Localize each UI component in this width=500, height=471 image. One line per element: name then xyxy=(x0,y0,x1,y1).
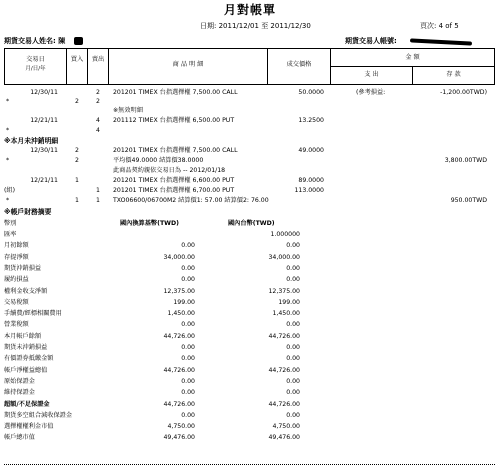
col-border-buy xyxy=(87,48,88,85)
summary-col-twd: 國內台幣(TWD) xyxy=(228,220,275,227)
summary-row-twd: 0.00 xyxy=(286,411,300,419)
row-date: * xyxy=(6,157,10,164)
table-top-border xyxy=(4,48,495,49)
summary-row-twd: 1.000000 xyxy=(270,231,300,238)
section2-title: ※本月未沖銷明細 xyxy=(4,137,59,145)
summary-row-twd-equiv: 0.00 xyxy=(181,321,195,329)
date-to: 2011/12/30 xyxy=(270,22,311,30)
table-row xyxy=(0,158,500,166)
date-label: 日期: xyxy=(200,22,217,30)
summary-row-label: 營業稅額 xyxy=(4,321,29,329)
row-date: * xyxy=(6,98,10,105)
account-number-label: 期貨交易人帳號: xyxy=(345,37,397,45)
summary-row-label: 超額/不足保證金 xyxy=(4,400,50,408)
row-buy: 2 xyxy=(75,157,79,164)
row-sell: 4 xyxy=(96,117,100,124)
col-deposit: 存 款 xyxy=(446,71,461,78)
row-buy: 1 xyxy=(75,197,79,204)
row-date: (組) xyxy=(4,187,16,194)
table-row xyxy=(0,188,500,196)
col-amount: 金 額 xyxy=(405,54,420,61)
summary-row-twd-equiv: 12,375.00 xyxy=(163,287,195,295)
summary-row-twd: 0.00 xyxy=(286,264,300,272)
row-price: 50.0000 xyxy=(298,89,324,96)
summary-row-twd-equiv: 0.00 xyxy=(181,344,195,351)
row-product: 平均價49.0000 結算價38.0000 xyxy=(113,157,204,164)
row-price: 13.2500 xyxy=(298,117,324,124)
redacted-account-mark xyxy=(410,38,472,45)
date-from: 2011/12/01 xyxy=(218,22,259,30)
row-sell: 1 xyxy=(96,197,100,204)
summary-row-twd-equiv: 4,750.00 xyxy=(167,423,195,431)
col-buy: 買入 xyxy=(70,56,84,63)
row-deposit: -1,200.00TWD) xyxy=(440,89,487,96)
row-buy: 2 xyxy=(75,147,79,154)
summary-row-twd-equiv: 0.00 xyxy=(181,242,195,250)
table-row xyxy=(0,178,500,186)
date-to-separator: 至 xyxy=(261,22,269,30)
summary-row-twd: 199.00 xyxy=(278,298,300,306)
col-trade-date-line1: 交易日 xyxy=(26,56,45,63)
summary-row-twd-equiv: 44,726.00 xyxy=(163,366,195,374)
summary-row-twd-equiv: 0.00 xyxy=(181,377,195,385)
summary-row-twd: 44,726.00 xyxy=(268,400,300,408)
redacted-name-mark xyxy=(74,37,83,45)
summary-row-label: 履約損益 xyxy=(4,276,29,284)
summary-row-twd: 44,726.00 xyxy=(268,366,300,374)
summary-row-twd: 0.00 xyxy=(286,321,300,329)
table-row xyxy=(0,99,500,107)
summary-row-twd-equiv: 0.00 xyxy=(181,355,195,363)
summary-col-currency: 幣別 xyxy=(4,220,17,227)
summary-col-twd-equiv: 國內換算基幣(TWD) xyxy=(120,220,179,227)
row-price: 89.0000 xyxy=(298,177,324,184)
summary-row-label: 選擇權權利金市值 xyxy=(4,423,54,431)
page-label: 頁次: xyxy=(420,22,437,30)
row-sell: 1 xyxy=(96,187,100,194)
row-deposit: 3,800.00TWD xyxy=(444,157,487,164)
summary-row-twd: 49,476.00 xyxy=(268,434,300,442)
summary-row-label: 權利金收支淨額 xyxy=(4,287,48,295)
row-product: 201112 TIMEX 台指選擇權 6,500.00 PUT xyxy=(113,117,235,124)
summary-row-twd-equiv: 0.00 xyxy=(181,276,195,284)
summary-title: ※帳戶財務摘要 xyxy=(4,208,52,216)
summary-row-label: 期貨多空組合減收保證金 xyxy=(4,411,73,419)
summary-row-twd: 0.00 xyxy=(286,355,300,363)
page-number xyxy=(420,23,459,30)
summary-row-label: 手續費/經標相關費用 xyxy=(4,310,62,318)
row-date: 12/21/11 xyxy=(30,177,58,184)
trader-name-label: 期貨交易人姓名: xyxy=(4,37,56,45)
summary-row-twd: 1,450.00 xyxy=(272,310,300,318)
row-date: 12/21/11 xyxy=(30,117,58,124)
summary-row-label: 月初餘額 xyxy=(4,242,29,250)
trader-name xyxy=(4,38,65,45)
row-date: * xyxy=(6,127,10,134)
summary-row-twd: 0.00 xyxy=(286,377,300,385)
table-row xyxy=(0,90,500,98)
row-product: TXO06600/06700M2 結算價1: 57.00 結算價2: 76.00 xyxy=(113,197,269,204)
summary-row-label: 有價證券抵繳金額 xyxy=(4,355,54,363)
table-row xyxy=(0,118,500,126)
summary-row-label: 原始保證金 xyxy=(4,377,35,385)
summary-row-twd-equiv: 44,726.00 xyxy=(163,332,195,340)
summary-row-twd-equiv: 0.00 xyxy=(181,411,195,419)
table-row xyxy=(0,108,500,116)
col-border-right xyxy=(494,48,495,85)
summary-row-twd-equiv: 0.00 xyxy=(181,264,195,272)
summary-row-label: 帳戶總市值 xyxy=(4,434,35,442)
col-price: 成交價格 xyxy=(286,61,312,68)
trader-name-value: 陳 xyxy=(58,37,66,45)
summary-row-label: 期貨沖銷損益 xyxy=(4,264,42,272)
col-trade-date-line2: 月/日/年 xyxy=(25,66,46,72)
summary-row-twd: 34,000.00 xyxy=(268,253,300,261)
row-product: 201201 TIMEX 台指選擇權 6,600.00 PUT xyxy=(113,177,235,184)
row-product: 201201 TIMEX 台指選擇權 6,700.00 PUT xyxy=(113,187,235,194)
summary-row-twd-equiv: 199.00 xyxy=(173,298,195,306)
col-border-price xyxy=(330,48,331,85)
summary-row-twd: 0.00 xyxy=(286,389,300,397)
summary-row-label: 期貨未沖銷損益 xyxy=(4,344,48,351)
row-product: 此商品契約親依交易日為 -- 2012/01/18 xyxy=(113,167,226,174)
col-sell: 賣出 xyxy=(91,56,105,63)
row-sell: 2 xyxy=(96,89,100,96)
summary-row-label: 本月帳戶餘額 xyxy=(4,332,42,340)
row-product: 201201 TIMEX 台指選擇權 7,500.00 CALL xyxy=(113,89,238,96)
table-row xyxy=(0,148,500,156)
row-date: * xyxy=(6,197,10,204)
summary-row-twd: 44,726.00 xyxy=(268,332,300,340)
table-header-bottom-border xyxy=(4,84,495,85)
summary-row-label: 維持保證金 xyxy=(4,389,35,397)
col-expense: 支 出 xyxy=(364,71,379,78)
col-product: 商 品 明 細 xyxy=(172,61,204,68)
summary-row-twd-equiv: 0.00 xyxy=(181,389,195,397)
table-row xyxy=(0,168,500,176)
summary-row-twd-equiv: 34,000.00 xyxy=(163,253,195,261)
summary-row-twd: 12,375.00 xyxy=(268,287,300,295)
row-price: 49.0000 xyxy=(298,147,324,154)
summary-row-label: 存提淨額 xyxy=(4,253,29,261)
summary-row-label: 匯率 xyxy=(4,231,17,238)
row-product: ※無效明細 xyxy=(113,107,143,114)
row-price: 113.0000 xyxy=(294,187,324,194)
page-value: 4 of 5 xyxy=(438,22,459,30)
summary-row-twd: 0.00 xyxy=(286,344,300,351)
summary-row-label: 交易稅額 xyxy=(4,298,29,306)
summary-row-label: 帳戶淨權益總值 xyxy=(4,366,48,374)
row-deposit: 950.00TWD xyxy=(450,197,487,204)
row-buy: 1 xyxy=(75,177,79,184)
col-border-date xyxy=(66,48,67,85)
statement-title: 月對帳單 xyxy=(223,3,276,17)
row-date: 12/30/11 xyxy=(30,89,58,96)
summary-row-twd-equiv: 1,450.00 xyxy=(167,310,195,318)
summary-row-twd: 0.00 xyxy=(286,242,300,250)
row-expense: (參考損益: xyxy=(356,89,386,96)
summary-row-twd-equiv: 49,476.00 xyxy=(163,434,195,442)
table-row xyxy=(0,198,500,206)
row-date: 12/30/11 xyxy=(30,147,58,154)
row-sell: 2 xyxy=(96,98,100,105)
summary-row-twd: 0.00 xyxy=(286,276,300,284)
date-range xyxy=(200,23,311,30)
table-row xyxy=(0,128,500,136)
bottom-dotted-rule xyxy=(4,464,495,465)
summary-row-twd: 4,750.00 xyxy=(272,423,300,431)
row-product: 201201 TIMEX 台指選擇權 7,500.00 CALL xyxy=(113,147,238,154)
row-buy: 2 xyxy=(75,98,79,105)
row-sell: 4 xyxy=(96,127,100,134)
summary-row-twd-equiv: 44,726.00 xyxy=(163,400,195,408)
